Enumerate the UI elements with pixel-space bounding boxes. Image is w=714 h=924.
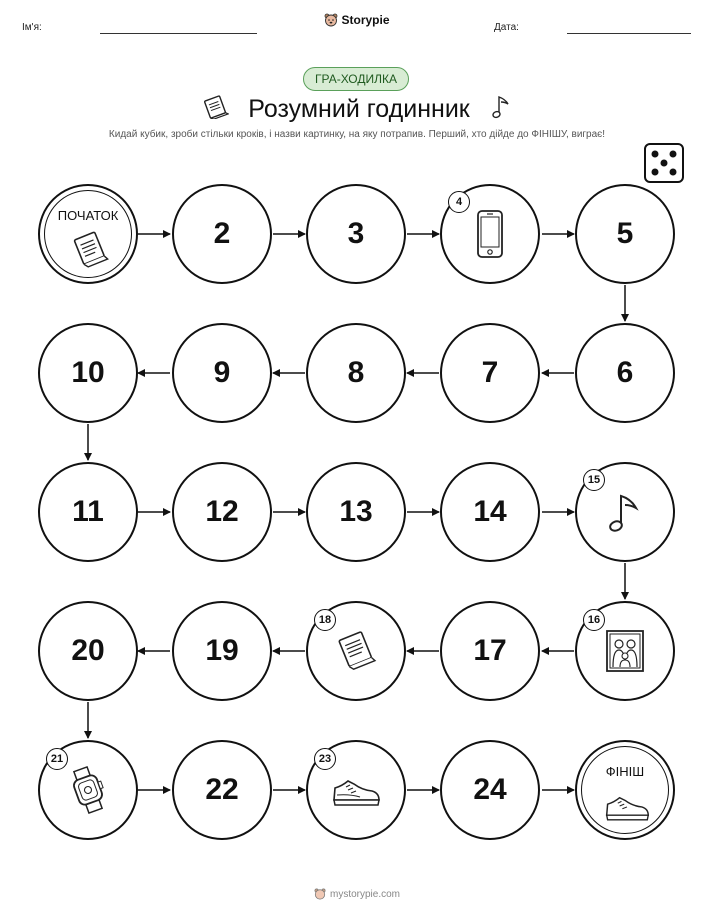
cell-number: 24 [473, 773, 507, 806]
footer [0, 888, 714, 900]
board-cell [172, 323, 272, 423]
board-cell [172, 184, 272, 284]
brand-name: Storypie [341, 13, 390, 27]
board-cell [172, 601, 272, 701]
board-cell [38, 601, 138, 701]
board-cell [172, 740, 272, 840]
cell-number: 14 [473, 495, 507, 528]
cell-number: 3 [347, 217, 365, 250]
cell-number-badge: 21 [46, 748, 68, 770]
board-cell [306, 184, 406, 284]
instructions: Кидай кубик, зроби стільки кроків, і назви картинку, на яку потрапив. Перший, хто дійде до ФІНІШУ, виграє! [108, 129, 606, 140]
name-line [100, 33, 257, 34]
board-cell [38, 323, 138, 423]
cell-number: 20 [71, 634, 105, 667]
board-cell [172, 462, 272, 562]
phone-icon [464, 208, 516, 260]
title-text: Розумний годинник [248, 95, 470, 123]
sneaker-icon [603, 782, 651, 830]
cell-number: 8 [347, 356, 365, 389]
board-cell [38, 462, 138, 562]
cell-number-badge: 18 [314, 609, 336, 631]
music-note-icon [491, 94, 513, 120]
family-photo-icon [599, 625, 651, 677]
cell-number: 17 [473, 634, 507, 667]
start-label: ПОЧАТОК [57, 208, 119, 223]
board-cell [440, 740, 540, 840]
name-label: Ім'я: [22, 22, 42, 33]
footer-url: mystorypie.com [329, 888, 400, 900]
cell-number: 13 [339, 495, 373, 528]
board-cell [306, 323, 406, 423]
cell-number: 19 [205, 634, 239, 667]
game-type-badge: ГРА-ХОДИЛКА [303, 67, 409, 91]
cell-number: 22 [205, 773, 239, 806]
cell-number: 2 [213, 217, 231, 250]
sneaker-icon [330, 764, 382, 816]
book-icon [201, 95, 229, 119]
smartwatch-icon [62, 764, 114, 816]
cell-number-badge: 4 [448, 191, 470, 213]
board-cell-start [38, 184, 138, 284]
cell-number: 6 [616, 356, 634, 389]
book-icon [330, 625, 382, 677]
page-title [0, 94, 714, 124]
cell-number-badge: 16 [583, 609, 605, 631]
board-cell-finish [575, 740, 675, 840]
cell-number: 7 [481, 356, 499, 389]
finish-label: ФІНІШ [605, 764, 645, 779]
cell-number: 5 [616, 217, 634, 250]
board-cell [440, 323, 540, 423]
date-label: Дата: [494, 22, 519, 33]
storypie-bear-icon [314, 888, 326, 900]
board-cell [575, 184, 675, 284]
storypie-bear-icon [324, 13, 338, 27]
cell-number-badge: 23 [314, 748, 336, 770]
dice-icon [644, 143, 684, 183]
cell-number: 11 [72, 495, 104, 528]
date-line [567, 33, 691, 34]
board-cell [440, 601, 540, 701]
cell-number-badge: 15 [583, 469, 605, 491]
board-cell [306, 462, 406, 562]
cell-number: 9 [213, 356, 231, 389]
brand-logo [0, 13, 714, 27]
board-cell [440, 462, 540, 562]
cell-number: 12 [205, 495, 239, 528]
book-icon [66, 226, 114, 274]
board-cell [575, 323, 675, 423]
music-note-icon [599, 486, 651, 538]
cell-number: 10 [71, 356, 105, 389]
